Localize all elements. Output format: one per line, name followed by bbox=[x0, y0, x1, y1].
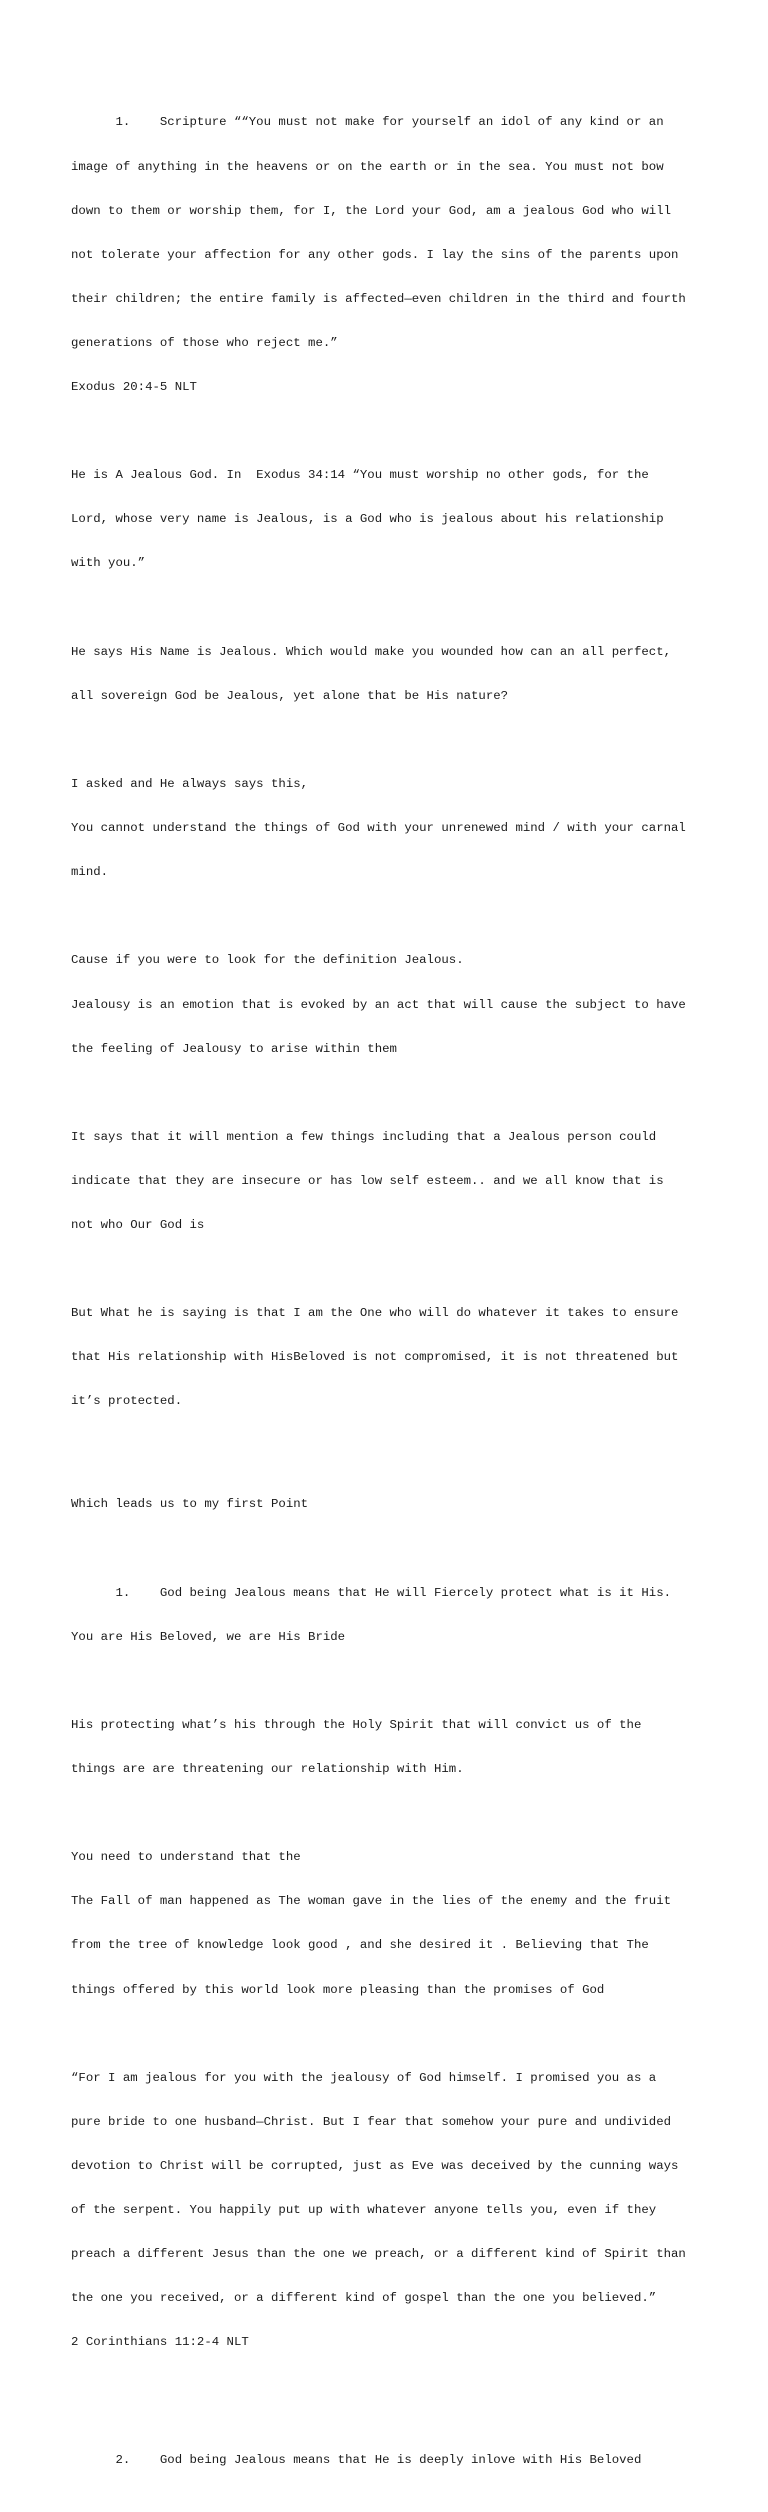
text-line: It says that it will mention a few things including that a Jealous person could bbox=[71, 1129, 657, 1144]
text-line: He is A Jealous God. In Exodus 34:14 “You must worship no other gods, for the bbox=[71, 468, 649, 483]
text-line: You cannot understand the things of God with your unrenewed mind / with your carnal bbox=[71, 821, 686, 836]
blank-line bbox=[71, 2394, 711, 2423]
text-line: I asked and He always says this, bbox=[71, 777, 309, 791]
text-line: mind. bbox=[71, 865, 109, 880]
text-line: with you.” bbox=[71, 556, 146, 571]
text-line: Lord, whose very name is Jealous, is a God who is jealous about his relationship bbox=[71, 512, 664, 527]
paragraph-fall-of-man bbox=[71, 1821, 711, 2027]
text-line: His protecting what’s his through the Holy Spirit that will convict us of the bbox=[71, 1717, 642, 1732]
text-line: image of anything in the heavens or on the earth or in the sea. You must not bow bbox=[71, 159, 664, 174]
text-line: 1. Scripture ““You must not make for yourself an idol of any kind or an bbox=[71, 115, 664, 130]
text-line: devotion to Christ will be corrupted, just as Eve was deceived by the cunning ways bbox=[71, 2158, 679, 2173]
text-line: from the tree of knowledge look good , and she desired it . Believing that The bbox=[71, 1938, 649, 1953]
text-line: not tolerate your affection for any other gods. I lay the sins of the parents upon bbox=[71, 247, 679, 262]
paragraph-insecure bbox=[71, 1100, 711, 1262]
text-line: the one you received, or a different kind of gospel than the one you believed.” bbox=[71, 2291, 657, 2306]
text-line: preach a different Jesus than the one we preach, or a different kind of Spirit than bbox=[71, 2247, 686, 2262]
text-line: Cause if you were to look for the definition Jealous. bbox=[71, 953, 464, 968]
text-line: their children; the entire family is affected—even children in the third and fourth bbox=[71, 291, 686, 306]
text-line: not who Our God is bbox=[71, 1218, 205, 1233]
text-line: it’s protected. bbox=[71, 1394, 183, 1409]
scripture-reference: 2 Corinthians 11:2-4 NLT bbox=[71, 2335, 249, 2350]
text-line: But What he is saying is that I am the One who will do whatever it takes to ensure bbox=[71, 1306, 679, 1321]
text-line: generations of those who reject me.” bbox=[71, 335, 338, 350]
paragraph-scripture-2-corinthians bbox=[71, 2041, 711, 2379]
paragraph-holy-spirit bbox=[71, 1688, 711, 1806]
text-line: pure bride to one husband—Christ. But I fear that somehow your pure and undivided bbox=[71, 2114, 672, 2129]
paragraph-jealous-god bbox=[71, 439, 711, 601]
text-line: all sovereign God be Jealous, yet alone that be His nature? bbox=[71, 688, 509, 703]
text-line: Which leads us to my first Point bbox=[71, 1497, 309, 1512]
text-line: the feeling of Jealousy to arise within them bbox=[71, 1041, 397, 1056]
text-line: You are His Beloved, we are His Bride bbox=[71, 1629, 346, 1644]
text-line: Jealousy is an emotion that is evoked by an act that will cause the subject to have bbox=[71, 997, 686, 1012]
text-line: down to them or worship them, for I, the Lord your God, am a jealous God who will bbox=[71, 203, 672, 218]
text-line: You need to understand that the bbox=[71, 1850, 301, 1865]
paragraph-i-asked bbox=[71, 748, 711, 910]
text-line: He says His Name is Jealous. Which would make you wounded how can an all perfect, bbox=[71, 644, 672, 659]
text-line: of the serpent. You happily put up with whatever anyone tells you, even if they bbox=[71, 2203, 657, 2218]
text-line: that His relationship with HisBeloved is not compromised, it is not threatened but bbox=[71, 1350, 679, 1365]
text-line: things are are threatening our relationship with Him. bbox=[71, 1762, 464, 1776]
paragraph-point-2 bbox=[71, 2424, 711, 2498]
text-line: indicate that they are insecure or has low self esteem.. and we all know that is bbox=[71, 1173, 664, 1188]
text-line: “For I am jealous for you with the jealousy of God himself. I promised you as a bbox=[71, 2070, 657, 2085]
paragraph-first-point-intro bbox=[71, 1468, 711, 1542]
text-line: things offered by this world look more pleasing than the promises of God bbox=[71, 1982, 605, 1997]
paragraph-whatever-it-takes bbox=[71, 1277, 711, 1439]
paragraph-scripture-exodus-20 bbox=[71, 86, 711, 424]
text-line: The Fall of man happened as The woman gave in the lies of the enemy and the fruit bbox=[71, 1894, 672, 1909]
text-line: 2. God being Jealous means that He is deeply inlove with His Beloved bbox=[71, 2452, 642, 2467]
scripture-reference: Exodus 20:4-5 NLT bbox=[71, 380, 197, 395]
paragraph-name-is-jealous bbox=[71, 615, 711, 733]
text-line: 1. God being Jealous means that He will Fiercely protect what is it His. bbox=[71, 1585, 672, 1600]
document-page bbox=[71, 86, 711, 2512]
paragraph-definition bbox=[71, 924, 711, 1086]
paragraph-point-1 bbox=[71, 1556, 711, 1674]
blank-line bbox=[71, 1453, 711, 1468]
